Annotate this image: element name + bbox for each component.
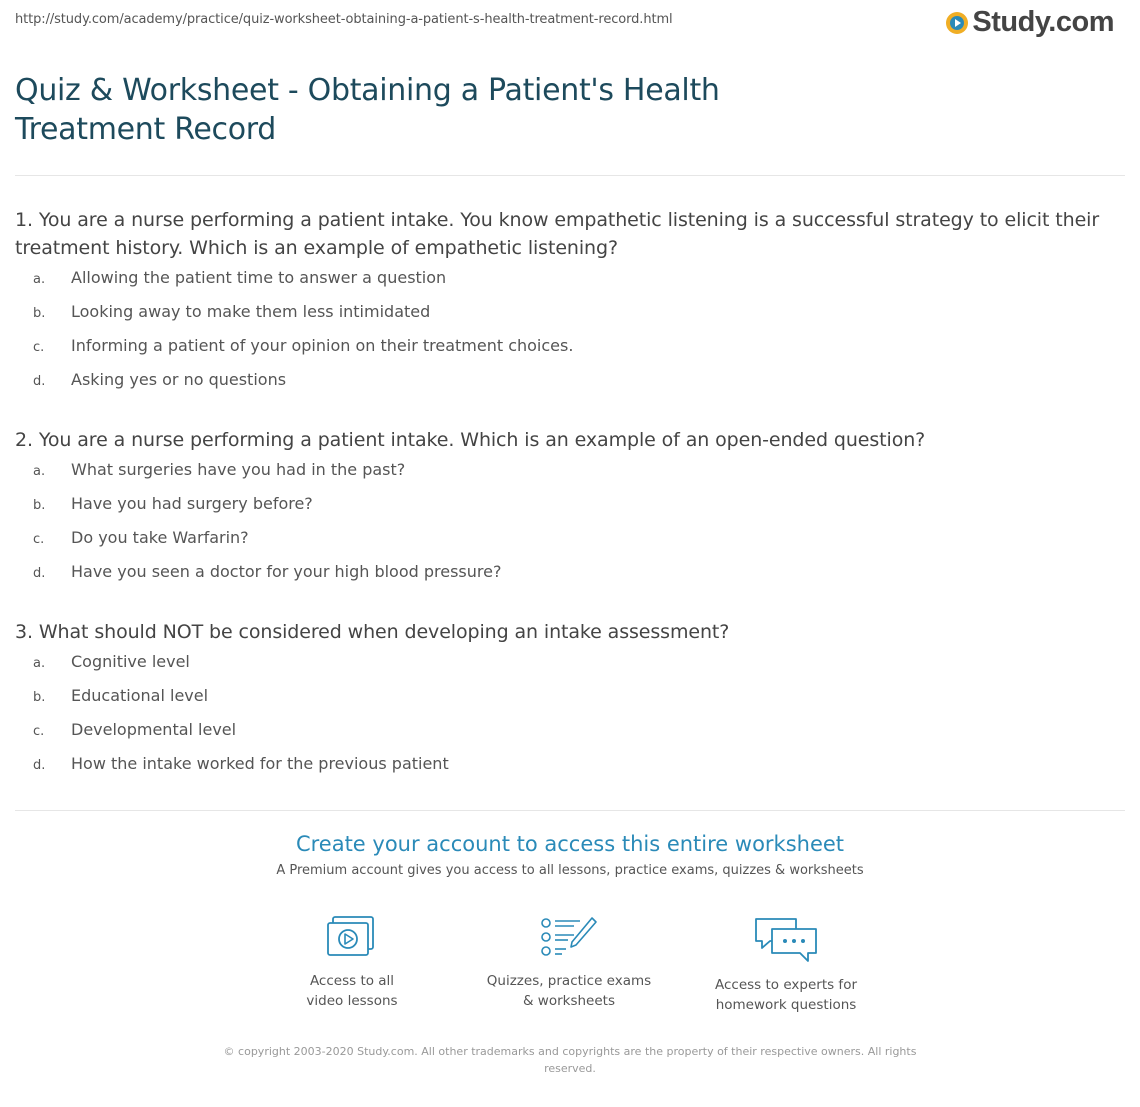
question-3 xyxy=(15,618,1125,788)
answer-list xyxy=(15,268,1125,404)
option-letter: a. xyxy=(33,464,46,479)
answer-option[interactable] xyxy=(15,302,1125,336)
option-text: Have you seen a doctor for your high blood pressure? xyxy=(71,562,502,581)
feature-label: Access to experts for homework questions xyxy=(714,977,857,1013)
logo-text: Study.com xyxy=(972,6,1114,38)
option-letter: a. xyxy=(33,656,46,671)
feature-video-lessons xyxy=(252,915,452,1011)
option-text: Looking away to make them less intimidated xyxy=(71,302,431,321)
option-text: What surgeries have you had in the past? xyxy=(71,460,406,479)
answer-option[interactable] xyxy=(15,494,1125,528)
option-letter: c. xyxy=(33,340,45,355)
feature-experts xyxy=(686,915,886,1015)
answer-option[interactable] xyxy=(15,336,1125,370)
option-text: Asking yes or no questions xyxy=(71,370,287,389)
option-text: Informing a patient of your opinion on their treatment choices. xyxy=(71,336,574,355)
feature-label: Access to all video lessons xyxy=(306,973,398,1009)
quiz-checklist-icon xyxy=(540,915,598,961)
option-text: Developmental level xyxy=(71,720,237,739)
video-lessons-icon xyxy=(325,915,379,961)
answer-option[interactable] xyxy=(15,652,1125,686)
question-text: 1. You are a nurse performing a patient intake. You know empathetic listening is a successful strategy to elicit their treatment history. Which is an example of empathetic listening? xyxy=(15,209,1100,259)
page-title: Quiz & Worksheet - Obtaining a Patient's Health Treatment Record xyxy=(15,73,720,147)
option-text: How the intake worked for the previous patient xyxy=(71,754,449,773)
option-letter: b. xyxy=(33,498,46,513)
cta-subtitle: A Premium account gives you access to all lessons, practice exams, quizzes & worksheets xyxy=(276,863,864,878)
cta-divider xyxy=(15,810,1125,811)
answer-option[interactable] xyxy=(15,268,1125,302)
answer-option[interactable] xyxy=(15,370,1125,404)
study-logo[interactable] xyxy=(946,6,1114,39)
feature-label: Quizzes, practice exams & worksheets xyxy=(486,973,652,1009)
option-letter: d. xyxy=(33,374,46,389)
title-divider xyxy=(15,175,1125,176)
option-text: Allowing the patient time to answer a question xyxy=(71,268,447,287)
option-letter: a. xyxy=(33,272,46,287)
answer-option[interactable] xyxy=(15,754,1125,788)
question-2 xyxy=(15,426,1125,596)
page-url[interactable]: http://study.com/academy/practice/quiz-worksheet-obtaining-a-patient-s-health-treatment-record.html xyxy=(15,12,673,27)
answer-option[interactable] xyxy=(15,562,1125,596)
option-letter: d. xyxy=(33,566,46,581)
copyright-notice: © copyright 2003-2020 Study.com. All other trademarks and copyrights are the property of their respective owners. All rights reserved. xyxy=(223,1045,917,1075)
answer-option[interactable] xyxy=(15,460,1125,494)
answer-option[interactable] xyxy=(15,528,1125,562)
question-1 xyxy=(15,206,1125,404)
option-letter: c. xyxy=(33,724,45,739)
create-account-link[interactable]: Create your account to access this entire worksheet xyxy=(295,832,845,856)
play-logo-icon xyxy=(946,12,968,34)
question-text: 2. You are a nurse performing a patient intake. Which is an example of an open-ended question? xyxy=(15,429,926,451)
option-letter: b. xyxy=(33,690,46,705)
answer-option[interactable] xyxy=(15,686,1125,720)
option-text: Have you had surgery before? xyxy=(71,494,313,513)
option-text: Cognitive level xyxy=(71,652,190,671)
option-letter: c. xyxy=(33,532,45,547)
answer-list xyxy=(15,460,1125,596)
option-letter: b. xyxy=(33,306,46,321)
answer-list xyxy=(15,652,1125,788)
option-letter: d. xyxy=(33,758,46,773)
question-text: 3. What should NOT be considered when developing an intake assessment? xyxy=(15,621,730,643)
chat-bubbles-icon xyxy=(754,915,818,965)
feature-quizzes xyxy=(469,915,669,1011)
option-text: Do you take Warfarin? xyxy=(71,528,249,547)
option-text: Educational level xyxy=(71,686,209,705)
answer-option[interactable] xyxy=(15,720,1125,754)
